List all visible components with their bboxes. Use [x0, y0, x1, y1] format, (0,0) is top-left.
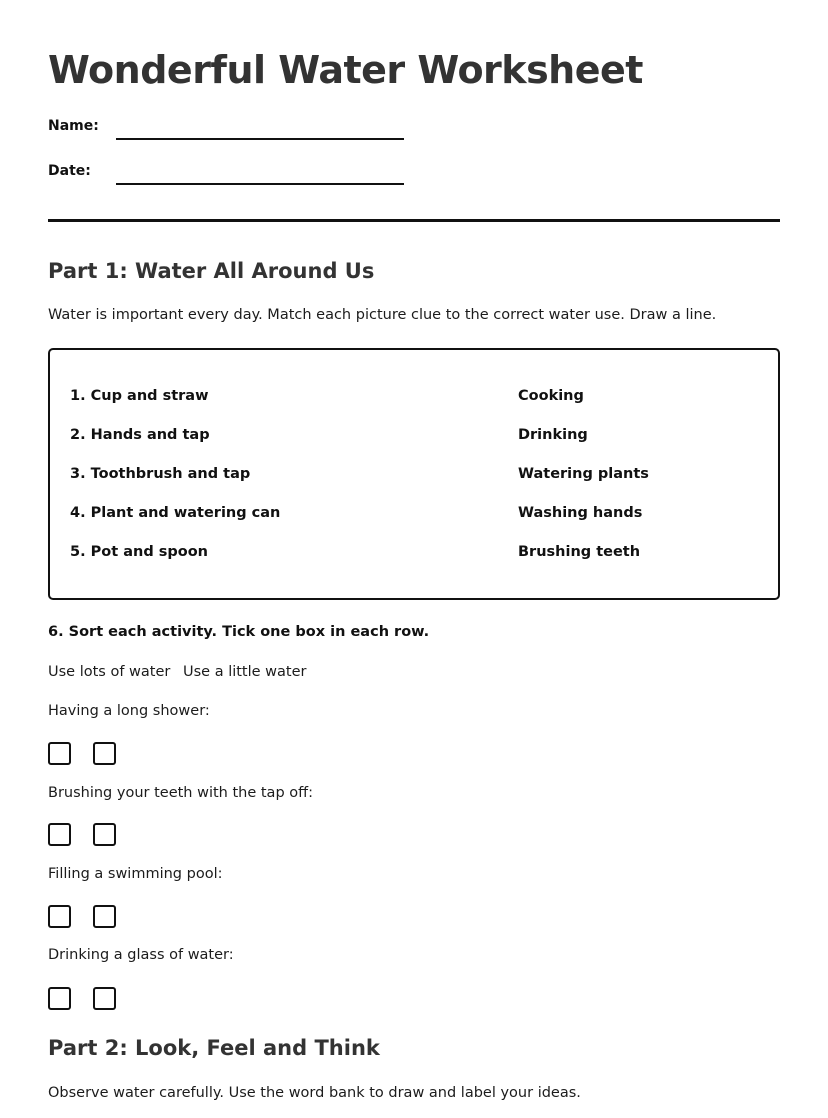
clue-item[interactable]: 5. Pot and spoon	[70, 544, 209, 560]
activity-label: Brushing your teeth with the tap off:	[48, 785, 314, 801]
clue-item[interactable]: 2. Hands and tap	[70, 427, 210, 443]
little-checkbox[interactable]	[93, 987, 116, 1010]
use-item[interactable]: Washing hands	[518, 505, 643, 521]
date-field[interactable]	[116, 183, 404, 185]
lots-checkbox[interactable]	[48, 742, 71, 765]
part1-heading: Part 1: Water All Around Us	[48, 259, 375, 283]
part2-heading: Part 2: Look, Feel and Think	[48, 1036, 380, 1060]
section-divider	[48, 219, 780, 222]
lots-checkbox[interactable]	[48, 905, 71, 928]
little-checkbox[interactable]	[93, 823, 116, 846]
clue-item[interactable]: 1. Cup and straw	[70, 388, 209, 404]
little-checkbox[interactable]	[93, 905, 116, 928]
part1-instructions: Water is important every day. Match each picture clue to the correct water use. Draw a line.	[48, 307, 717, 323]
lots-checkbox[interactable]	[48, 823, 71, 846]
name-field[interactable]	[116, 138, 404, 140]
clue-item[interactable]: 3. Toothbrush and tap	[70, 466, 251, 482]
lots-checkbox[interactable]	[48, 987, 71, 1010]
matching-box	[48, 348, 780, 600]
name-label: Name:	[48, 118, 99, 134]
activity-label: Drinking a glass of water:	[48, 947, 234, 963]
column-little-label: Use a little water	[183, 664, 307, 680]
date-label: Date:	[48, 163, 91, 179]
activity-label: Filling a swimming pool:	[48, 866, 223, 882]
use-item[interactable]: Cooking	[518, 388, 584, 404]
part2-instructions: Observe water carefully. Use the word bank to draw and label your ideas.	[48, 1085, 581, 1101]
sort-question: 6. Sort each activity. Tick one box in each row.	[48, 624, 430, 640]
use-item[interactable]: Brushing teeth	[518, 544, 641, 560]
little-checkbox[interactable]	[93, 742, 116, 765]
clue-item[interactable]: 4. Plant and watering can	[70, 505, 281, 521]
use-item[interactable]: Drinking	[518, 427, 588, 443]
activity-label: Having a long shower:	[48, 703, 210, 719]
worksheet-title: Wonderful Water Worksheet	[48, 48, 643, 92]
column-lots-label: Use lots of water	[48, 664, 171, 680]
use-item[interactable]: Watering plants	[518, 466, 649, 482]
